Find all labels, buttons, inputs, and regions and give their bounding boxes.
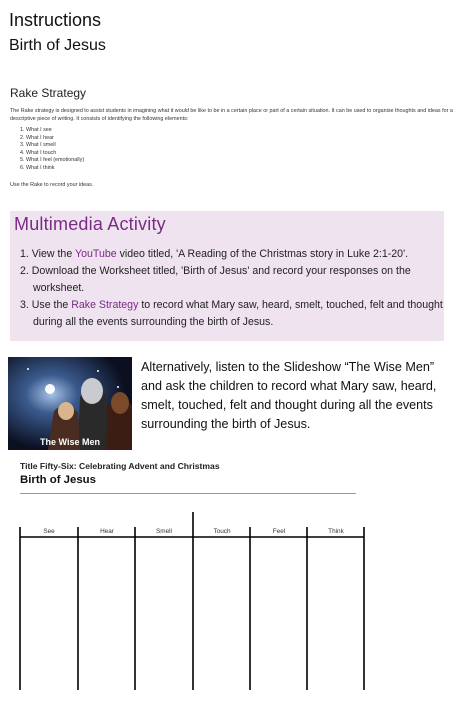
rake-item-touch: 4. What I touch — [20, 149, 57, 156]
worksheet-title: Birth of Jesus — [20, 474, 96, 486]
step-3-text-start: 3. Use the — [20, 299, 72, 311]
step-1-text-start: 1. View the — [20, 248, 75, 260]
worksheet-heading: Title Fifty-Six: Celebrating Advent and Christmas — [20, 461, 220, 471]
slideshow-instructions: Alternatively, listen to the Slideshow “The Wise Men” and ask the children to record what Mary saw, heard, smelt, touched, felt and thought during all the events surrounding the birth of Jesus. — [141, 360, 437, 431]
step-3-text-end: to record what Mary saw, heard, smelt, touched, felt and thought during all the events surrounding the birth of Jesus. — [33, 299, 443, 328]
page-title: Instructions — [9, 10, 102, 30]
step-download-worksheet: 2. Download the Worksheet titled, 'Birth of Jesus' and record your responses on the worksheet. — [20, 265, 411, 294]
column-header-smell: Smell — [156, 528, 172, 535]
column-header-see: See — [43, 528, 55, 535]
rake-item-hear: 2. What I hear — [20, 134, 54, 141]
rake-description: The Rake strategy is designed to assist students in imagining what it would be like to be in a certain place or part of a certain situation. It can be used to organise thoughts and ideas for a descriptive piece of writing. It consists of identifying the following elements: — [10, 108, 453, 122]
rake-strategy-link[interactable]: Rake Strategy — [71, 299, 139, 311]
step-1-text-end: video titled, 'A Reading of the Christmas story in Luke 2:1-20'. — [116, 248, 409, 260]
column-header-feel: Feel — [272, 528, 286, 535]
rake-heading: Rake Strategy — [10, 86, 87, 100]
multimedia-activity-title: Multimedia Activity — [14, 214, 166, 234]
youtube-link[interactable]: YouTube — [74, 248, 117, 260]
rake-item-smell: 3. What I smell — [20, 142, 56, 149]
rake-item-see: 1. What I see — [20, 127, 52, 133]
column-header-hear: Hear — [100, 528, 114, 535]
rake-item-feel: 5. What I feel (emotionally) — [20, 157, 85, 164]
thumbnail-caption: The Wise Men — [40, 437, 100, 447]
page-subtitle: Birth of Jesus — [9, 37, 106, 54]
rake-item-think: 6. What I think — [20, 164, 55, 171]
column-header-think: Think — [328, 528, 344, 535]
column-header-touch: Touch — [213, 528, 231, 535]
rake-footer: Use the Rake to record your ideas. — [10, 182, 94, 188]
